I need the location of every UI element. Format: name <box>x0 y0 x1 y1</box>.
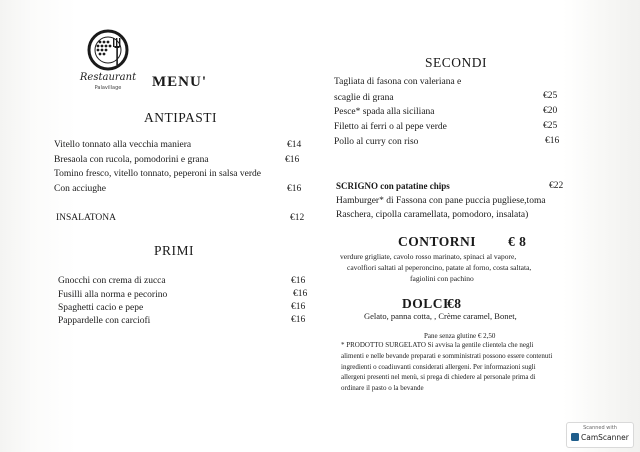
antipasti-price: €14 <box>287 140 302 150</box>
plate-fork-icon <box>76 28 140 74</box>
antipasti-item: Vitello tonnato alla vecchia maniera <box>54 140 192 150</box>
primi-price: €16 <box>291 276 306 286</box>
scanner-brand: CamScanner <box>581 433 629 442</box>
antipasti-item: Tomino fresco, vitello tonnato, peperoni in salsa verde <box>54 169 261 179</box>
camscanner-watermark <box>566 422 634 448</box>
antipasti-item: Con acciughe <box>54 184 106 194</box>
allergen-note-line: ingredienti o coadiuvanti considerati allergeni. Per informazioni sugli <box>341 362 536 371</box>
primi-price: €16 <box>291 315 306 325</box>
antipasti-price: €16 <box>285 155 300 165</box>
allergen-note-line: allergeni presenti nel menù, si prega di chiedere al personale prima di <box>341 373 536 382</box>
camscanner-icon <box>571 433 579 441</box>
primi-item: Fusilli alla norma e pecorino <box>58 290 168 300</box>
primi-price: €16 <box>293 289 308 299</box>
dolci-price: €8 <box>447 296 462 311</box>
insalatona-price: €12 <box>290 213 305 223</box>
allergen-note-line: * PRODOTTO SURGELATO Si avvisa la gentile clientela che negli <box>341 341 534 349</box>
contorni-price: € 8 <box>508 234 527 249</box>
secondi-item: Filetto ai ferri o al pepe verde <box>334 122 447 132</box>
contorni-description: verdure grigliate, cavolo rosso marinato, spinaci al vapore, <box>340 252 517 261</box>
secondi-item: Pollo al curry con riso <box>334 137 419 147</box>
scrigno-description: Raschera, cipolla caramellata, pomodoro, insalata) <box>336 210 529 220</box>
secondi-item: Pesce* spada alla siciliana <box>334 107 435 117</box>
insalatona-item: INSALATONA <box>56 213 116 223</box>
secondi-item: Tagliata di fasona con valeriana e <box>334 77 462 87</box>
secondi-price: €25 <box>543 91 558 101</box>
allergen-note <box>341 340 552 394</box>
scanner-label: Scanned with <box>583 425 617 431</box>
section-secondi-title: SECONDI <box>425 55 488 70</box>
primi-price: €16 <box>291 302 306 312</box>
secondi-item: scaglie di grana <box>334 93 394 103</box>
dolci-description: Gelato, panna cotta, , Crème caramel, Bonet, <box>364 311 517 321</box>
contorni-description: fagiolini con pachino <box>410 274 474 283</box>
menu-title: MENU' <box>152 74 207 90</box>
secondi-price: €16 <box>545 136 560 146</box>
scrigno-title: SCRIGNO con patatine chips <box>336 181 450 191</box>
primi-item: Pappardelle con carciofi <box>58 316 151 326</box>
antipasti-price: €16 <box>287 184 302 194</box>
allergen-note-line: ordinare il pasto o la bevande <box>341 384 424 393</box>
primi-item: Spaghetti cacio e pepe <box>58 303 144 313</box>
allergen-note-line: alimenti e nelle bevande preparati e somministrati possono essere contenuti <box>341 351 553 360</box>
logo-name: Restaurant <box>79 72 137 83</box>
contorni-description: cavolfiori saltati al peperoncino, patate al forno, costa saltata, <box>347 263 532 272</box>
scrigno-description: Hamburger* di Fassona con pane puccia pugliese,toma <box>336 196 546 206</box>
secondi-price: €25 <box>543 121 558 131</box>
gluten-free-note: Pane senza glutine € 2,50 <box>424 332 496 340</box>
logo-subtitle: Palavillage <box>94 85 122 91</box>
antipasti-item: Bresaola con rucola, pomodorini e grana <box>54 155 209 165</box>
section-dolci-title: DOLCI <box>402 296 449 311</box>
primi-item: Gnocchi con crema di zucca <box>58 276 166 286</box>
secondi-price: €20 <box>543 106 558 116</box>
scrigno-price: €22 <box>549 181 564 191</box>
section-primi-title: PRIMI <box>154 243 195 258</box>
section-antipasti-title: ANTIPASTI <box>144 110 218 125</box>
section-contorni-title: CONTORNI <box>398 234 477 249</box>
restaurant-logo <box>76 28 140 100</box>
